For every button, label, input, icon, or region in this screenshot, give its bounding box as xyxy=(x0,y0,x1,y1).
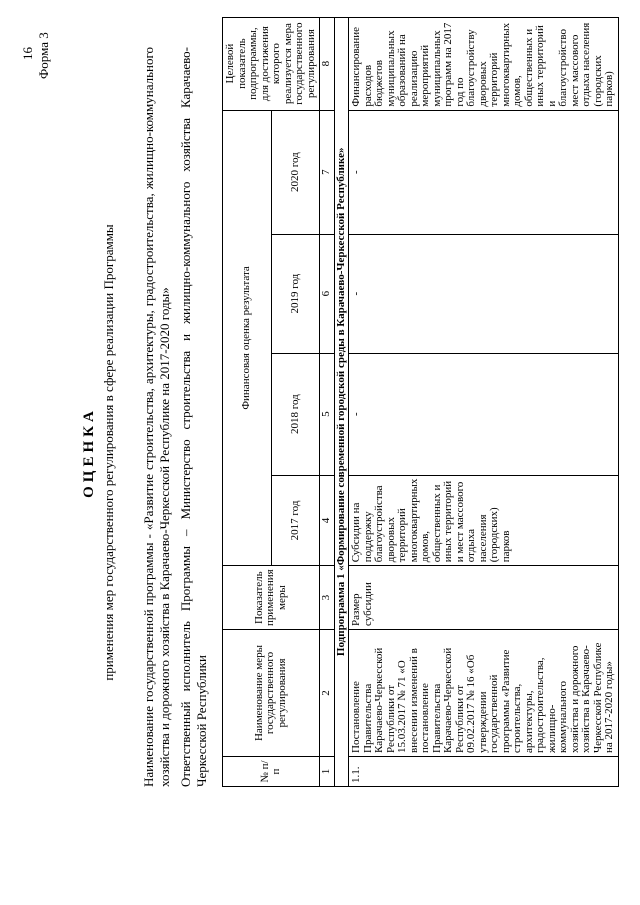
page-number: 16 xyxy=(20,47,35,60)
row-value-2018: - xyxy=(349,353,619,475)
column-number: 3 xyxy=(320,566,335,630)
header-year: 2017 год xyxy=(271,475,320,566)
header-num: № п/п xyxy=(223,757,320,787)
header-year: 2019 год xyxy=(271,234,320,353)
table-row xyxy=(349,17,619,786)
column-number: 5 xyxy=(320,353,335,475)
column-number: 2 xyxy=(320,630,335,757)
row-value-2020: - xyxy=(349,110,619,234)
header-row xyxy=(223,17,272,786)
program-name: Наименование государственной программы - «Развитие строительства, архитектуры, градостроительства, жилищно-коммунального хозяйства и дорожного хозяйства в Карачаево-Черкесской Республике на 2017-2020 годы» xyxy=(141,47,172,787)
column-number: 4 xyxy=(320,475,335,566)
row-indicator: Размер субсидии xyxy=(349,566,619,630)
row-target: Финансирование расходов бюджетов муниципальных образований на реализацию мероприятий муниципальных программ на 2017 год по благоустройству дворовых территорий многоквартирных домов, общественных и иных территорий и благоустройство мест массового отдыха населения (городских парков) xyxy=(349,17,619,110)
column-number: 7 xyxy=(320,110,335,234)
header-year: 2018 год xyxy=(271,353,320,475)
document-title: ОЦЕНКА xyxy=(81,407,97,498)
header-measure-name: Наименование меры государственного регулирования xyxy=(223,630,320,757)
row-value-2017: Субсидии на поддержку благоустройства дворовых территорий многоквартирных домов, общественных и иных территорий и мест массового отдыха населения (городских) парков xyxy=(349,475,619,566)
regulation-measures-table xyxy=(222,17,619,787)
subprogram-row xyxy=(334,17,349,786)
column-number-row xyxy=(320,17,335,786)
responsible-executor: Ответственный исполнитель Программы – Министерство строительства и жилищно-коммунального хозяйства Карачаево-Черкесской Республики xyxy=(178,47,209,787)
header-indicator: Показатель применения меры xyxy=(223,566,320,630)
form-label: Форма 3 xyxy=(36,32,51,79)
document-subtitle: применения мер государственного регулирования в сфере реализации Программы xyxy=(101,224,116,681)
column-number: 1 xyxy=(320,757,335,787)
row-value-2019: - xyxy=(349,234,619,353)
row-num: 1.1. xyxy=(349,757,619,787)
header-target: Целевой показатель подпрограммы, для достижения которого реализуется мера государственного регулирования xyxy=(223,17,320,110)
row-measure: Постановление Правительства Карачаево-Черкесской Республики от 15.03.2017 № 71 «О внесении изменений в постановление Правительства Карачаево-Черкесской Республики от 09.02.2017 № 16 «Об утверждении государственной программы «Развитие строительства, архитектуры, градостроительства, жилищно-коммунального хозяйства и дорожного хозяйства в Карачаево-Черкесской Республике на 2017-2020 годы» xyxy=(349,630,619,757)
header-year: 2020 год xyxy=(271,110,320,234)
header-financial: Финансовая оценка результата xyxy=(223,110,272,566)
column-number: 8 xyxy=(320,17,335,110)
column-number: 6 xyxy=(320,234,335,353)
subprogram-title: Подпрограмма 1 «Формирование современной городской среды в Карачаево-Черкесской Республике» xyxy=(334,17,349,786)
